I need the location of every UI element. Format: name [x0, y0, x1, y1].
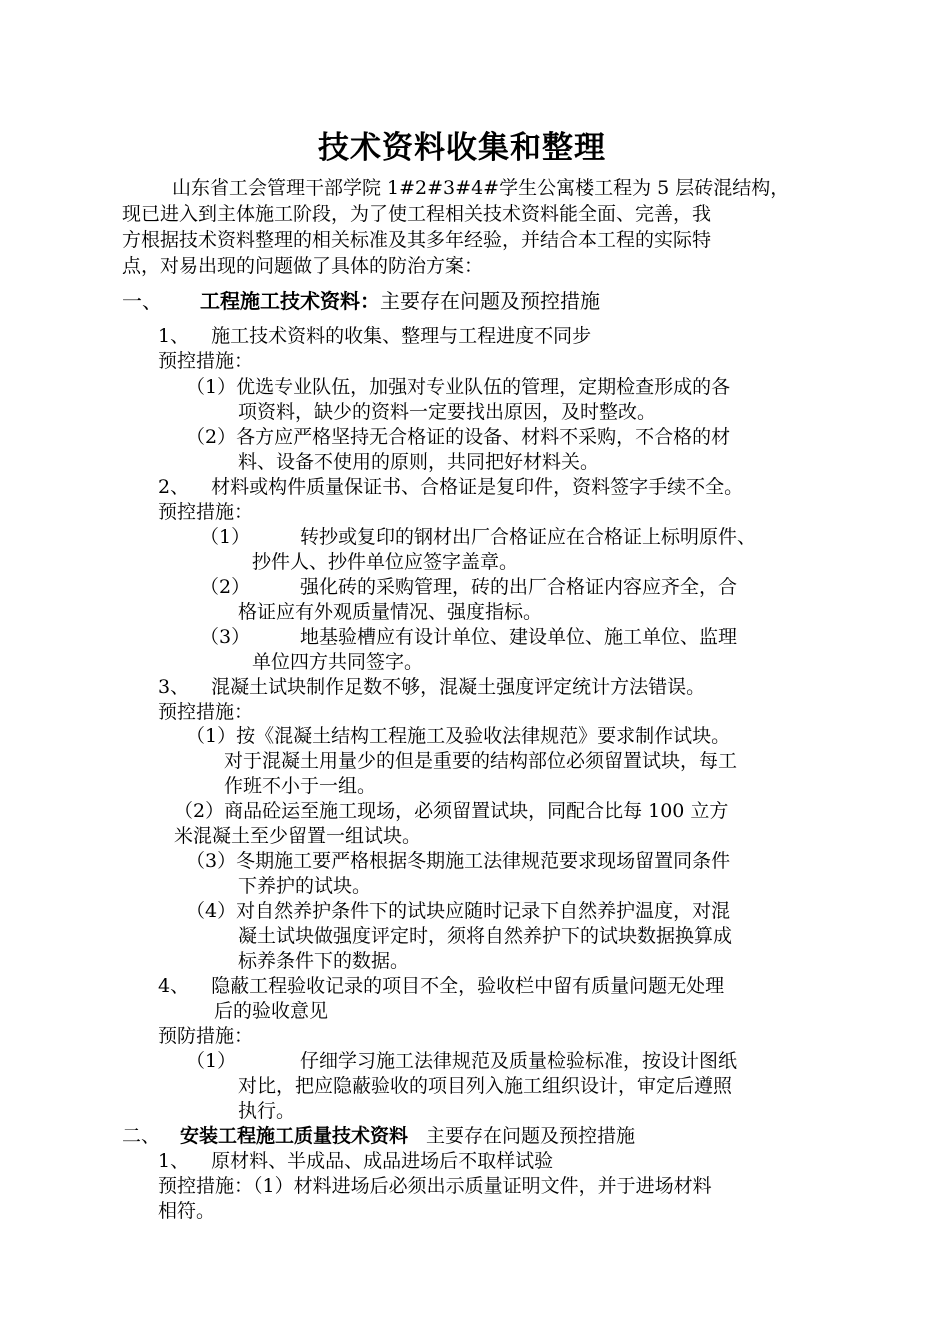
- section-heading-2: [122, 1124, 635, 1148]
- item-text: 混凝土试块制作足数不够，混凝土强度评定统计方法错误。: [211, 676, 706, 698]
- item-text-continued: 后的验收意见: [214, 1000, 329, 1022]
- measure-line: 强化砖的采购管理，砖的出厂合格证内容应齐全，合: [300, 576, 738, 598]
- intro-line: 点，对易出现的问题做了具体的防治方案：: [122, 255, 484, 277]
- measure-line: 料、设备不使用的原则，共同把好材料关。: [238, 451, 600, 473]
- item-number: 3、: [158, 676, 190, 698]
- intro-line: 现已进入到主体施工阶段，为了使工程相关技术资料能全面、完善，我: [122, 203, 712, 225]
- measure-label: 预控措施：: [158, 501, 254, 523]
- item-heading: [158, 1149, 553, 1173]
- measure-line: （1）按《混凝土结构工程施工及验收法律规范》要求制作试块。: [186, 725, 731, 747]
- section-number: 一、: [122, 289, 162, 313]
- measure-label: 预控措施：: [158, 350, 254, 372]
- measure-line: 预控措施：（1）材料进场后必须出示质量证明文件，并于进场材料: [158, 1175, 712, 1197]
- measure-line: （2）商品砼运至施工现场，必须留置试块，同配合比每 100 立方: [174, 800, 729, 822]
- section-subtitle: 主要存在问题及预控措施: [380, 289, 600, 313]
- measure-line: （1）: [200, 526, 251, 548]
- intro-line: 方根据技术资料整理的相关标准及其多年经验，并结合本工程的实际特: [122, 229, 712, 251]
- item-text: 原材料、半成品、成品进场后不取样试验: [211, 1150, 554, 1172]
- item-text: 材料或构件质量保证书、合格证是复印件，资料签字手续不全。: [211, 476, 744, 498]
- measure-line: 地基验槽应有设计单位、建设单位、施工单位、监理: [300, 626, 738, 648]
- measure-line: （3）冬期施工要严格根据冬期施工法律规范要求现场留置同条件: [186, 850, 731, 872]
- section-title: 工程施工技术资料：: [200, 289, 380, 313]
- measure-line: （3）: [200, 626, 251, 648]
- item-number: 4、: [158, 975, 190, 997]
- item-text: 隐蔽工程验收记录的项目不全，验收栏中留有质量问题无处理: [211, 975, 725, 997]
- item-number: 1、: [158, 1150, 190, 1172]
- item-number: 2、: [158, 476, 190, 498]
- measure-line: 转抄或复印的钢材出厂合格证应在合格证上标明原件、: [300, 526, 757, 548]
- measure-line: 标养条件下的数据。: [238, 950, 410, 972]
- measure-line: （2）: [200, 576, 251, 598]
- item-heading: [158, 475, 743, 499]
- measure-line: （1）优选专业队伍，加强对专业队伍的管理，定期检查形成的各: [186, 376, 731, 398]
- item-heading: [158, 675, 705, 699]
- measure-line: （2）各方应严格坚持无合格证的设备、材料不采购，不合格的材: [186, 426, 731, 448]
- measure-line: 执行。: [238, 1100, 296, 1122]
- measure-line: （4）对自然养护条件下的试块应随时记录下自然养护温度，对混: [186, 900, 731, 922]
- page-title: 技术资料收集和整理: [318, 130, 606, 166]
- section-number: 二、: [122, 1125, 161, 1147]
- measure-line: 项资料，缺少的资料一定要找出原因，及时整改。: [238, 401, 657, 423]
- measure-line: 下养护的试块。: [238, 875, 372, 897]
- measure-line: （1）: [186, 1050, 237, 1072]
- measure-label: 预防措施：: [158, 1025, 254, 1047]
- section-heading-1: [122, 289, 600, 313]
- item-text: 施工技术资料的收集、整理与工程进度不同步: [211, 325, 592, 347]
- measure-line: 格证应有外观质量情况、强度指标。: [238, 601, 543, 623]
- measure-line: 作班不小于一组。: [224, 775, 377, 797]
- item-heading: [158, 974, 724, 998]
- measure-line: 凝土试块做强度评定时，须将自然养护下的试块数据换算成: [238, 925, 733, 947]
- measure-line: 单位四方共同签字。: [252, 651, 424, 673]
- intro-line: 山东省工会管理干部学院 1#2#3#4#学生公寓楼工程为 5 层砖混结构，: [172, 177, 790, 199]
- measure-line: 仔细学习施工法律规范及质量检验标准，按设计图纸: [300, 1050, 738, 1072]
- item-number: 1、: [158, 325, 190, 347]
- measure-line: 相符。: [158, 1200, 216, 1222]
- measure-line: 米混凝土至少留置一组试块。: [174, 825, 422, 847]
- measure-label: 预控措施：: [158, 701, 254, 723]
- section-title: 安装工程施工质量技术资料: [180, 1125, 409, 1147]
- measure-line: 对比，把应隐蔽验收的项目列入施工组织设计，审定后遵照: [238, 1075, 733, 1097]
- section-subtitle: 主要存在问题及预控措施: [426, 1125, 636, 1147]
- item-heading: [158, 324, 591, 348]
- measure-line: 对于混凝土用量少的但是重要的结构部位必须留置试块，每工: [224, 750, 738, 772]
- measure-line: 抄件人、抄件单位应签字盖章。: [252, 551, 519, 573]
